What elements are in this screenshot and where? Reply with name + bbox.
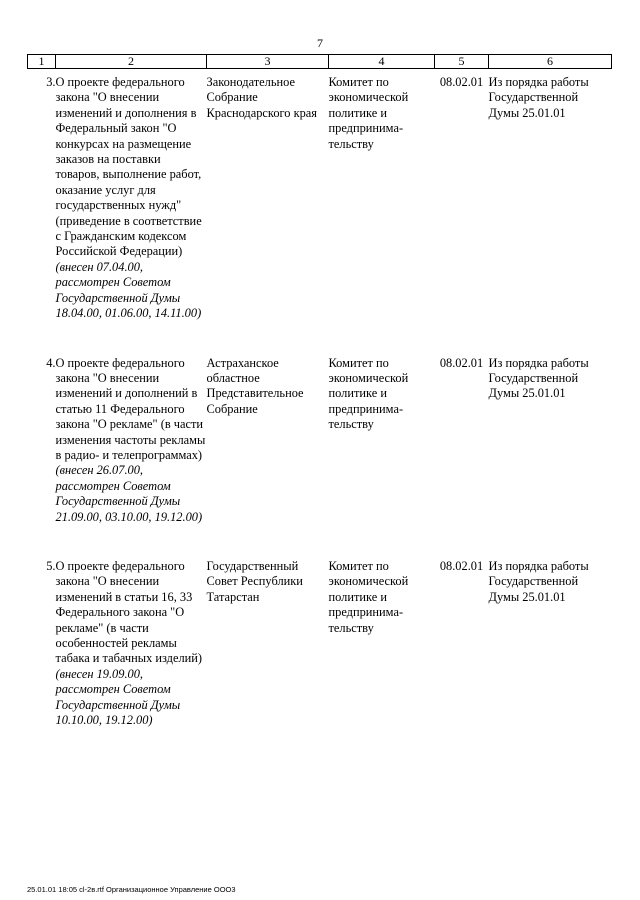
table-row [28,559,612,728]
source-reference: Из порядка работы Государственной Думы 25.01.01 [488,558,589,604]
row-number: 4. [46,355,56,370]
source-reference: Из порядка работы Государственной Думы 25.01.01 [488,75,589,120]
bill-title: О проекте федерального закона "О внесении изменений и дополнений в статью 11 Федерального закона "О рекламе" (в части изменения частоты рекламы в радио- и телепрограммах) [55,355,206,462]
column-header-6: 6 [489,55,612,69]
review-date: 08.02.01 [439,75,484,89]
review-date: 08.02.01 [439,558,484,573]
column-header-1: 1 [28,55,56,69]
bill-author: Законодательное Собрание Краснодарского края [206,75,317,120]
column-header-3: 3 [207,55,329,69]
row-number: 3. [46,75,56,89]
review-date: 08.02.01 [439,355,484,370]
bill-note: (внесен 19.09.00, рассмотрен Советом Государственной Думы 10.10.00, 19.12.00) [55,666,181,728]
responsible-committee: Комитет по экономической политике и предпринима-тельству [328,355,409,432]
table-row [28,69,612,356]
responsible-committee: Комитет по экономической политике и предпринима-тельству [328,75,409,151]
bill-description [56,559,207,728]
document-footer: 25.01.01 18:05 cl-2в.rtf Организационное Управление ООО3 [27,885,236,894]
source-reference: Из порядка работы Государственной Думы 25.01.01 [488,355,589,401]
bill-author: Государственный Совет Республики Татарстан [206,558,303,604]
bill-title: О проекте федерального закона "О внесении изменений и дополнения в Федеральный закон "О конкурсах на размещение заказов на поставки товаров, выполнение работ, оказание услуг для государственных нужд" (приведение в соответствие с Гражданским кодексом Российской Федерации) [55,75,202,259]
bill-title: О проекте федерального закона "О внесении изменений в статьи 16, 33 Федерального закона "О рекламе" (в части особенностей рекламы табака и табачных изделий) [55,558,203,666]
bill-note: (внесен 26.07.00, рассмотрен Советом Государственной Думы 21.09.00, 03.10.00, 19.12.00) [55,463,203,524]
bill-author: Астраханское областное Представительное Собрание [206,355,304,416]
column-header-4: 4 [329,55,435,69]
column-header-2: 2 [56,55,207,69]
responsible-committee: Комитет по экономической политике и предпринима-тельству [328,558,409,635]
table-header-row [28,55,612,69]
page-number: 7 [317,36,323,50]
agenda-table [27,54,612,728]
row-number: 5. [46,558,56,573]
bill-note: (внесен 07.04.00, рассмотрен Советом Государственной Думы 18.04.00, 01.06.00, 14.11.00) [55,259,202,321]
bill-description [56,356,207,559]
bill-description [56,69,207,356]
table-row [28,356,612,559]
column-header-5: 5 [435,55,489,69]
